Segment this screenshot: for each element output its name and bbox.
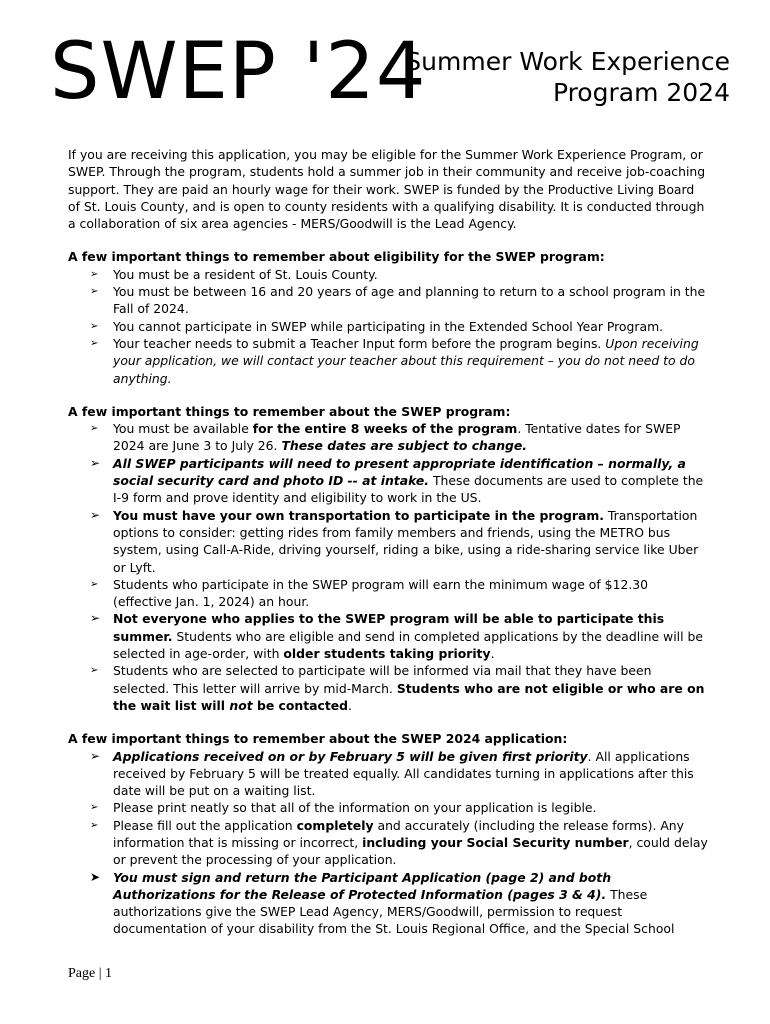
list-item: ➢ You must have your own transportation to participate in the program. Transportation options to consider: getting rides from family members and friends, using the METRO bus system, using Call-A-Ride, driving yourself, riding a bike, using a ride-sharing service like Uber or Lyft.	[90, 507, 699, 575]
list-item: ➢ Please print neatly so that all of the information on your application is legible.	[90, 800, 597, 816]
document-body	[68, 146, 710, 938]
program-section	[68, 403, 710, 714]
arrow-bullet-icon: ➢	[90, 611, 101, 626]
program-heading: A few important things to remember about the SWEP program:	[68, 403, 511, 419]
application-section	[68, 730, 710, 938]
list-item: ➢ You must be available for the entire 8 weeks of the program. Tentative dates for SWEP 2024 are June 3 to July 26. These dates are subject to change.	[90, 421, 681, 454]
arrow-bullet-icon: ➢	[90, 748, 101, 763]
swep-logo	[50, 24, 427, 146]
list-item: ➢ You must be a resident of St. Louis County.	[90, 266, 378, 282]
list-item: ➢ Not everyone who applies to the SWEP program will be able to participate this summer. Students who are eligible and send in completed applications by the deadline will be selected in age-order, with older students taking priority.	[90, 611, 703, 662]
program-list	[68, 420, 710, 714]
title-line-2: Program 2024	[552, 78, 730, 107]
arrow-bullet-icon: ➢	[90, 337, 99, 349]
page-number: Page | 1	[68, 966, 113, 981]
list-item: ➢ You cannot participate in SWEP while participating in the Extended School Year Program.	[90, 318, 664, 334]
arrow-bullet-icon: ➢	[90, 268, 99, 280]
list-item: ➢ Students who participate in the SWEP program will earn the minimum wage of $12.30 (effective Jan. 1, 2024) an hour.	[90, 576, 649, 610]
arrow-bullet-icon: ➢	[90, 455, 101, 470]
intro-paragraph: If you are receiving this application, you may be eligible for the Summer Work Experience Program, or SWEP. Through the program, students hold a summer job in their community and receive job-coaching support. They are paid an hourly wage for their work. SWEP is funded by the Productive Living Board of St. Louis County, and is open to county residents with a qualifying disability. It is conducted through a collaboration of six area agencies - MERS/Goodwill is the Lead Agency.	[68, 147, 706, 232]
list-item: ➢ Applications received on or by February 5 will be given first priority. All applications received by February 5 will be treated equally. All candidates turning in applications after this date will be put on a waiting list.	[90, 748, 694, 799]
arrow-bullet-icon: ➢	[90, 819, 99, 831]
title-line-1: Summer Work Experience	[405, 47, 730, 76]
arrow-bullet-icon: ➤	[90, 869, 101, 884]
arrow-bullet-icon: ➢	[90, 286, 99, 298]
arrow-bullet-icon: ➢	[90, 802, 99, 814]
list-item: ➤ You must sign and return the Participant Application (page 2) and both Authorizations for the Release of Protected Information (pages 3 & 4). These authorizations give the SWEP Lead Agency, MERS/Goodwill, permission to request documentation of your disability from the St. Louis Regional Office, and the Special School	[90, 869, 675, 937]
arrow-bullet-icon: ➢	[90, 665, 99, 677]
list-item: ➢ Please fill out the application completely and accurately (including the release forms). Any information that is missing or incorrect, including your Social Security number, could delay or prevent the processing of your application.	[90, 817, 708, 868]
application-list	[68, 748, 710, 938]
arrow-bullet-icon: ➢	[90, 507, 101, 522]
eligibility-list	[68, 266, 710, 387]
list-item: ➢ All SWEP participants will need to present appropriate identification – normally, a social security card and photo ID -- at intake. These documents are used to complete the I-9 form and prove identity and eligibility to work in the US.	[90, 455, 704, 506]
eligibility-heading: A few important things to remember about eligibility for the SWEP program:	[68, 249, 605, 265]
arrow-bullet-icon: ➢	[90, 578, 99, 590]
eligibility-section	[68, 248, 710, 386]
page-title	[405, 46, 730, 108]
arrow-bullet-icon: ➢	[90, 320, 99, 332]
logo-text: SWEP '24	[50, 27, 427, 117]
arrow-bullet-icon: ➢	[90, 423, 99, 435]
list-item: ➢ Students who are selected to participate will be informed via mail that they have been selected. This letter will arrive by mid-March. Students who are not eligible or who are on the wait list will not be contacted.	[90, 663, 705, 713]
list-item: ➢ Your teacher needs to submit a Teacher Input form before the program begins. Upon receiving your application, we will contact your teacher about this requirement – you do not need to do anything.	[90, 335, 699, 386]
list-item: ➢ You must be between 16 and 20 years of age and planning to return to a school program in the Fall of 2024.	[90, 284, 706, 317]
application-heading: A few important things to remember about the SWEP 2024 application:	[68, 731, 568, 747]
